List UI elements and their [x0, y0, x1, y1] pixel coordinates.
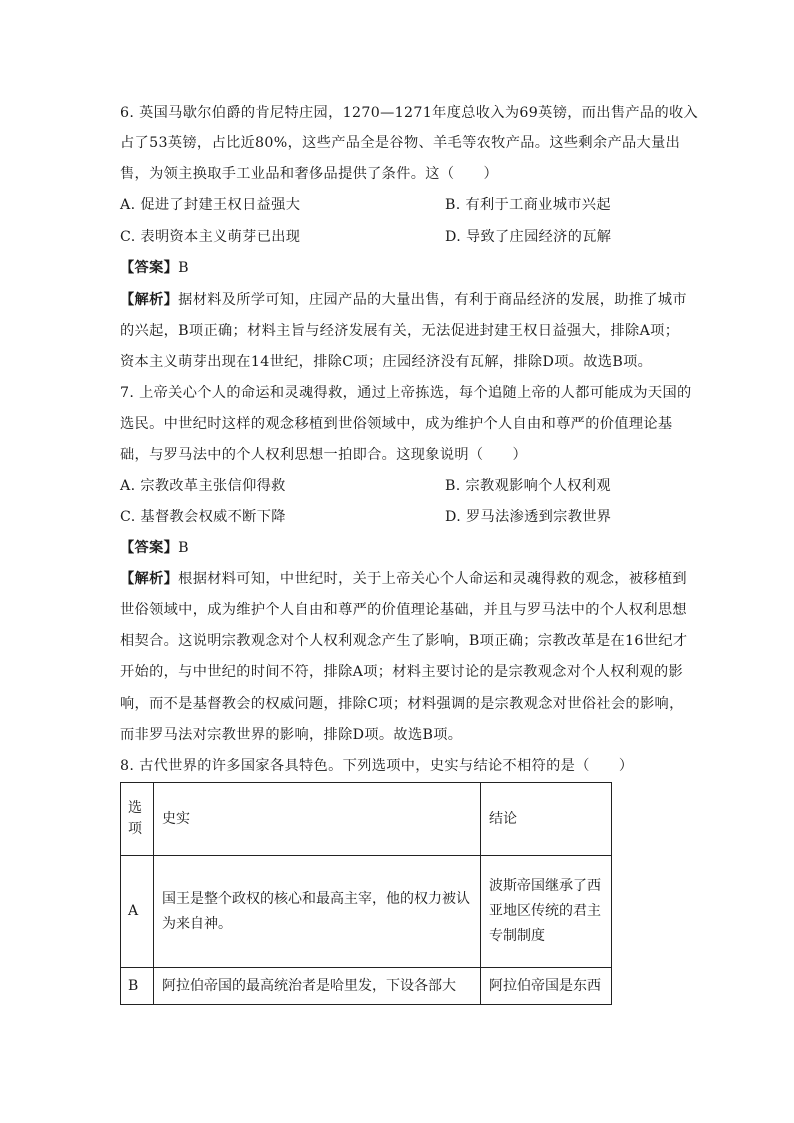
q7-option-a: A. 宗教改革主张信仰得救 — [120, 478, 286, 494]
table-row — [121, 968, 612, 1005]
q6-option-a: A. 促进了封建王权日益强大 — [120, 197, 301, 213]
analysis-tag: 【解析】 — [120, 571, 179, 587]
row-a-option: A — [121, 856, 154, 968]
q7-option-d: D. 罗马法渗透到宗教世界 — [445, 509, 612, 525]
table-row — [121, 856, 612, 968]
header-fact: 史实 — [154, 783, 481, 856]
q7-answer — [120, 538, 189, 558]
header-conclusion: 结论 — [481, 783, 612, 856]
q7-answer-value: B — [178, 540, 189, 556]
q7-stem-line-2: 选民。中世纪时这样的观念移植到世俗领域中，成为维护个人自由和尊严的价值理论基 — [120, 416, 673, 432]
row-b-option: B — [121, 968, 154, 1005]
answer-tag: 【答案】 — [120, 540, 179, 556]
header-option — [121, 783, 154, 856]
q7-option-b: B. 宗教观影响个人权利观 — [445, 478, 611, 494]
row-b-conclusion: 阿拉伯帝国是东西 — [481, 968, 612, 1005]
q7-analysis-line-1 — [120, 569, 687, 589]
row-a-fact — [154, 856, 481, 968]
header-option-line-1: 选 — [128, 800, 142, 816]
row-a-conclusion-line-1: 波斯帝国继承了西 — [489, 878, 601, 894]
q8-table — [120, 782, 612, 1005]
table-header-row — [121, 783, 612, 856]
q7-analysis-line-4: 开始的，与中世纪的时间不符，排除A项；材料主要讨论的是宗教观念对个人权利观的影 — [120, 664, 684, 680]
q7-stem-line-3: 础，与罗马法中的个人权利思想一拍即合。这现象说明（ ） — [120, 447, 528, 463]
q8-stem: 8. 古代世界的许多国家各具特色。下列选项中，史实与结论不相符的是（ ） — [120, 758, 634, 774]
q7-stem-line-1: 7. 上帝关心个人的命运和灵魂得救，通过上帝拣选，每个追随上帝的人都可能成为天国的 — [120, 385, 692, 401]
q6-stem-line-1: 6. 英国马歇尔伯爵的肯尼特庄园，1270—1271年度总收入为69英镑，而出售产品的收入 — [120, 105, 699, 121]
q6-stem-line-2: 占了53英镑，占比近80%，这些产品全是谷物、羊毛等农牧产品。这些剩余产品大量出 — [120, 135, 681, 151]
row-b-fact: 阿拉伯帝国的最高统治者是哈里发，下设各部大 — [154, 968, 481, 1005]
q7-option-c: C. 基督教会权威不断下降 — [120, 509, 286, 525]
q6-option-b: B. 有利于工商业城市兴起 — [445, 197, 611, 213]
row-a-fact-line-1: 国王是整个政权的核心和最高主宰，他的权力被认 — [162, 890, 470, 907]
q7-analysis-line-2: 世俗领域中，成为维护个人自由和尊严的价值理论基础，并且与罗马法中的个人权利思想 — [120, 602, 687, 618]
analysis-tag: 【解析】 — [120, 292, 179, 308]
row-a-conclusion-line-2: 亚地区传统的君主 — [489, 903, 601, 919]
q6-option-d: D. 导致了庄园经济的瓦解 — [445, 229, 612, 245]
q6-analysis-line-3: 资本主义萌芽出现在14世纪，排除C项；庄园经济没有瓦解，排除D项。故选B项。 — [120, 354, 653, 370]
row-a-fact-line-2: 为来自神。 — [162, 915, 232, 932]
q7-analysis-line-6: 而非罗马法对宗教世界的影响，排除D项。故选B项。 — [120, 727, 463, 743]
row-a-conclusion-line-3: 专制制度 — [489, 928, 545, 944]
q7-analysis-line-5: 响，而不是基督教会的权威问题，排除C项；材料强调的是宗教观念对世俗社会的影响， — [120, 696, 684, 712]
q6-stem-line-3: 售，为领主换取手工业品和奢侈品提供了条件。这（ ） — [120, 166, 498, 182]
answer-tag: 【答案】 — [120, 260, 179, 276]
q6-answer — [120, 258, 189, 278]
q7-analysis-text-1: 根据材料可知，中世纪时，关于上帝关心个人命运和灵魂得救的观念，被移植到 — [178, 571, 687, 587]
header-option-line-2: 项 — [128, 821, 142, 837]
q6-answer-value: B — [178, 260, 189, 276]
q6-option-c: C. 表明资本主义萌芽已出现 — [120, 229, 301, 245]
q6-analysis-line-1 — [120, 290, 687, 310]
q6-analysis-line-2: 的兴起，B项正确；材料主旨与经济发展有关，无法促进封建王权日益强大，排除A项； — [120, 323, 680, 339]
row-a-conclusion — [481, 856, 612, 968]
q7-analysis-line-3: 相契合。这说明宗教观念对个人权利观念产生了影响，B项正确；宗教改革是在16世纪才 — [120, 633, 688, 649]
q6-analysis-text-1: 据材料及所学可知，庄园产品的大量出售，有利于商品经济的发展，助推了城市 — [178, 292, 687, 308]
